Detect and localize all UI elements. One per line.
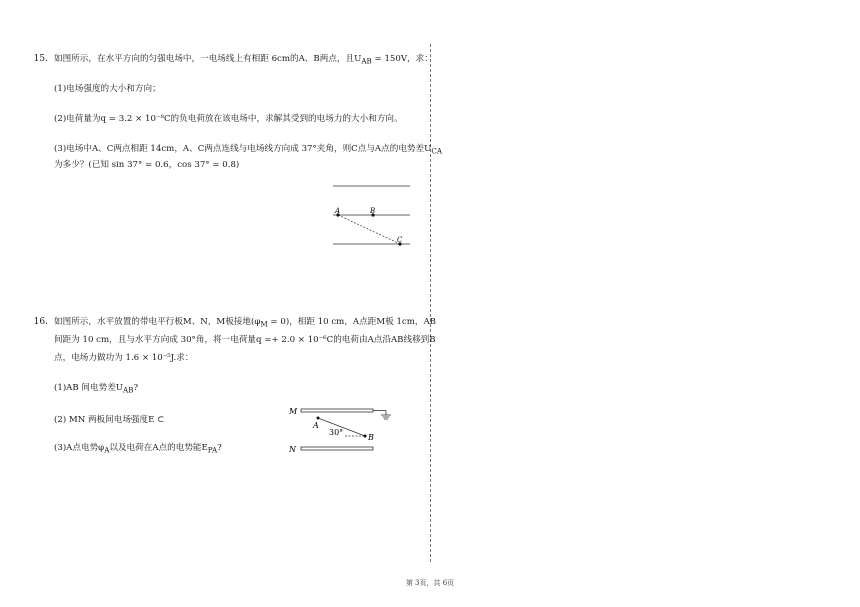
- label-c: C: [397, 236, 403, 244]
- question-stem-line-1: 如图所示，水平放置的带电平行板M、N，M板接地$(\varphi_M = 0)$，相距 10 cm，A点距M板 1cm，AB: [54, 317, 436, 329]
- question-stem: 如图所示，在水平方向的匀强电场中，一电场线上有相距 6cm的A、B两点，且$U_{AB} = 150V$，求：: [54, 54, 433, 66]
- plate-n: [301, 447, 373, 450]
- angle-label: 30°: [329, 428, 344, 437]
- part-3-line-2: 为多少？(已知 sin 37° = 0.6，cos 37° = 0.8): [54, 160, 240, 170]
- part-3-line-1: (3)电场中A、C两点相距 14cm，A、C两点连线与电场线方向成 37°夹角，则C点与A点的电势差$U_{CA}$: [54, 144, 443, 156]
- question-stem-line-3: 点，电场力做功为 1.6 × 10⁻⁵J.求：: [54, 353, 194, 363]
- label-m: M: [289, 407, 298, 416]
- label-b: B: [370, 207, 376, 215]
- part-1: (1)电场强度的大小和方向；: [54, 84, 161, 94]
- part-2: (2)电荷量为q = 3.2 × 10⁻⁸C的负电荷放在该电场中，求解其受到的电场力的大小和方向。: [54, 114, 403, 124]
- label-n: N: [289, 445, 296, 454]
- question-number: 15.: [33, 54, 48, 64]
- question-stem-line-2: 间距为 10 cm，且与水平方向成 30°角，将一电荷量q =+ 2.0 × 10⁻⁶C的电荷由A点沿AB线移到B: [54, 335, 436, 345]
- question-number: 16.: [33, 317, 48, 327]
- q15-field-diagram: [330, 180, 420, 250]
- part-2: (2) MN 两板间电场强度E ⊂: [54, 415, 165, 425]
- part-3: (3)A点电势$\varphi_A$以及电荷在A点的电势能$E_{PA}$?: [54, 443, 222, 455]
- column-divider: [430, 44, 431, 562]
- label-a: A: [335, 207, 341, 215]
- part-1: (1)AB 间电势差$U_{AB}$?: [54, 383, 139, 395]
- segment-ac: [338, 215, 400, 244]
- page-footer: 第 3页，共 6页: [405, 579, 455, 587]
- label-b: B: [368, 433, 374, 442]
- q16-plates-diagram: [285, 402, 400, 458]
- plate-m: [301, 409, 373, 412]
- label-a: A: [313, 421, 319, 430]
